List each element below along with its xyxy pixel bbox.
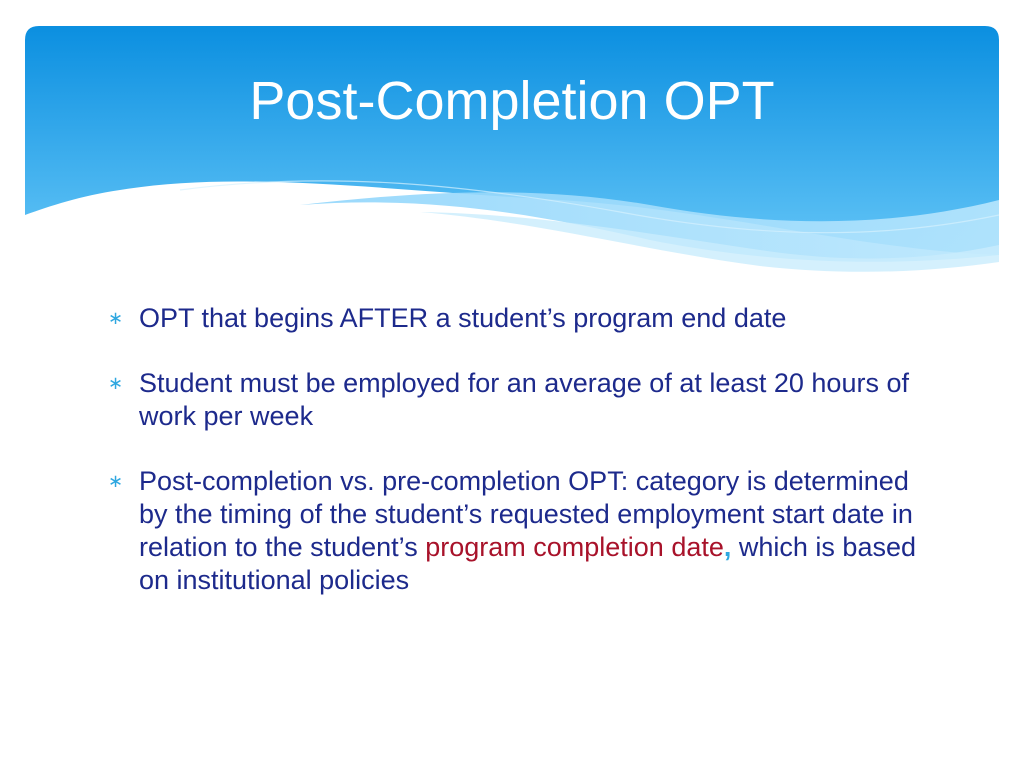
bullet-text-before: Post-completion vs. pre-completion OPT: category is determined by the timing of the student’s requested employment start date in relation to the student’s (139, 466, 913, 562)
bullet-text: OPT that begins AFTER a student’s program end date (139, 303, 787, 333)
bullet-text-after: which is based on institutional policies (139, 532, 916, 595)
asterisk-bullet-icon: ∗ (108, 471, 124, 491)
bullet-item (108, 367, 918, 433)
asterisk-bullet-icon: ∗ (108, 308, 124, 328)
bullet-text: Student must be employed for an average of at least 20 hours of work per week (139, 368, 909, 431)
asterisk-bullet-icon: ∗ (108, 373, 124, 393)
bullet-item (108, 465, 918, 597)
slide-title: Post-Completion OPT (249, 71, 775, 131)
bullet-item (108, 302, 918, 335)
highlighted-phrase: program completion date (425, 532, 724, 562)
bullet-list (108, 302, 918, 629)
header-band (0, 0, 1024, 290)
highlighted-comma: , (723, 532, 732, 562)
bullet-text (139, 465, 918, 597)
header-wave-graphic (0, 0, 1024, 290)
